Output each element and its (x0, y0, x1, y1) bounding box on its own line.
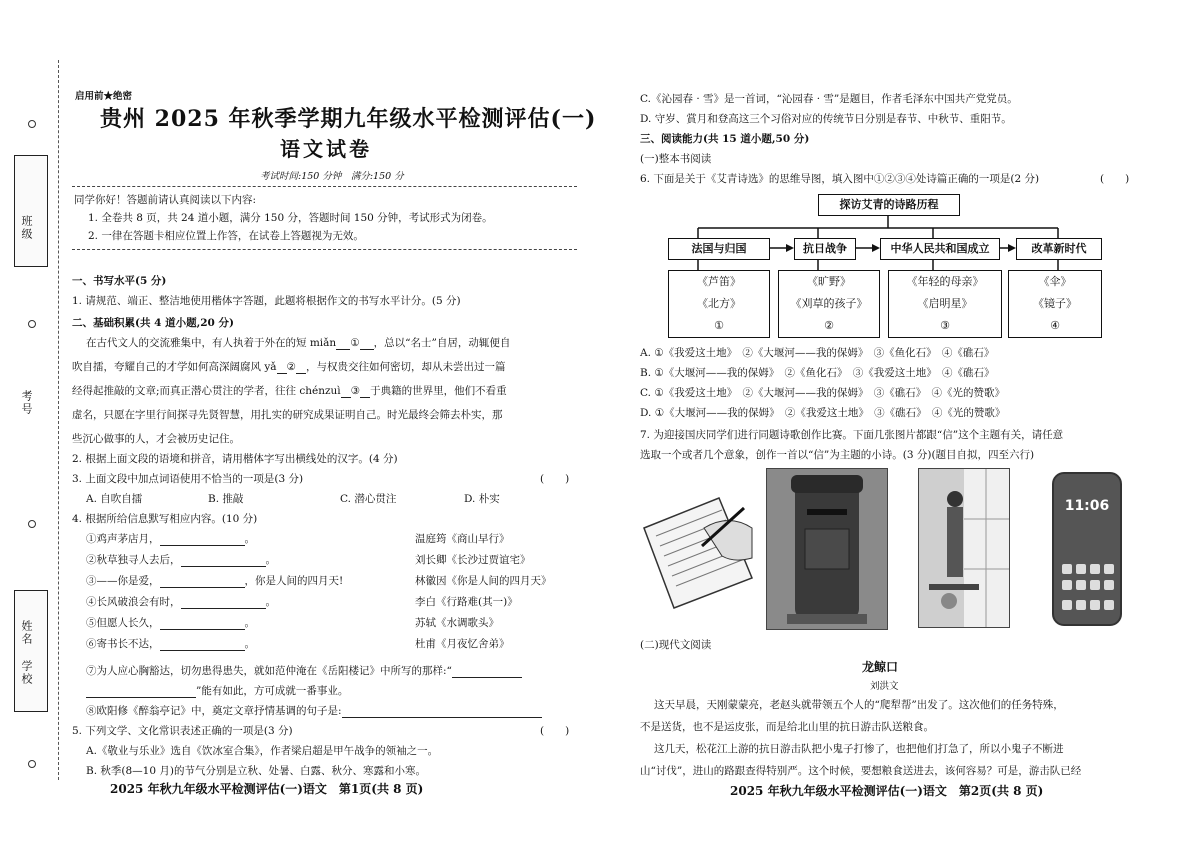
mind-map-poem-box (668, 270, 770, 338)
q5-option-a: A.《敬业与乐业》选自《饮冰室合集》，作者梁启超是甲午战争的领袖之一。 (86, 745, 439, 757)
question-5-answer-paren: ( ) (540, 725, 570, 737)
poem-title: 《北方》 (697, 297, 741, 310)
q3-option-b: B. 推敲 (208, 493, 244, 505)
q5-option-c: C.《沁园春 · 雪》是一首词，“沁园春 · 雪”是题目，作者毛泽东中国共产党党员。 (640, 93, 1018, 105)
binding-hole (28, 760, 36, 768)
app-grid-icon (1054, 474, 1120, 624)
q4-item-source: 刘长卿《长沙过贾谊宅》 (415, 554, 531, 566)
question-3-answer-paren: ( ) (540, 473, 570, 485)
phone-clock: 11:06 (1064, 498, 1110, 514)
strip-label-id: 考号 (20, 390, 33, 416)
q4-item-source: 李白《行路难(其一)》 (415, 596, 518, 608)
q4-item: ①鸡声茅店月， 。 (86, 533, 255, 545)
writing-letter-image (634, 468, 756, 618)
exam-info: 考试时间:150 分钟 满分:150 分 (260, 171, 404, 182)
q4-item-source: 林徽因《你是人间的四月天》 (415, 575, 552, 587)
q4-item: ④长风破浪会有时， 。 (86, 596, 276, 608)
poem-title: 《镜子》 (1033, 297, 1077, 310)
notice-box (72, 186, 577, 250)
mind-map-stage-2: 抗日战争 (794, 238, 856, 260)
q4-item-source: 苏轼《水调歌头》 (415, 617, 499, 629)
question-7-line-2: 选取一个或者几个意象，创作一首以“信”为主题的小诗。(3 分)(题目自拟，四至六行) (640, 449, 1035, 461)
page-1-footer: 2025 年秋九年级水平检测评估(一)语文 第1页(共 8 页) (110, 782, 424, 796)
poem-title: 《芦笛》 (697, 275, 741, 288)
q4-item: ③——你是爱， ，你是人间的四月天! (86, 575, 344, 587)
q3-option-d: D. 朴实 (464, 493, 500, 505)
postbox-image (766, 468, 888, 630)
answer-blank (160, 639, 245, 651)
passage-line-5: 些沉心做事的人，才会被历史记住。 (72, 433, 240, 445)
exam-title: 贵州 2025 年秋季学期九年级水平检测评估(一) (100, 106, 597, 132)
smartphone-image (1052, 472, 1122, 626)
page-2-footer: 2025 年秋九年级水平检测评估(一)语文 第2页(共 8 页) (730, 784, 1044, 798)
postbox-icon (767, 469, 887, 629)
mind-map-poem-box (778, 270, 880, 338)
blank-marker: ② (824, 319, 834, 332)
question-4: 4. 根据所给信息默写相应内容。(10 分) (72, 513, 258, 525)
q5-option-b: B. 秋季(8—10 月)的节气分别是立秋、处暑、白露、秋分、寒露和小寒。 (86, 765, 426, 777)
mind-map-poem-box (1008, 270, 1102, 338)
q4-item-source: 温庭筠《商山早行》 (415, 533, 510, 545)
binding-strip (6, 60, 59, 780)
hand-writing-icon (634, 468, 756, 618)
question-6-answer-paren: ( ) (1100, 173, 1130, 185)
notice-item-1: 1. 全卷共 8 页，共 24 道小题，满分 150 分，答题时间 150 分钟，考试形式为闭卷。 (88, 212, 493, 224)
strip-label-name: 姓名 (20, 620, 33, 646)
question-5: 5. 下列文学、文化常识表述正确的一项是(3 分) (72, 725, 293, 737)
q4-item-7-line-1: ⑦为人应心胸豁达，切勿患得患失，就如范仲淹在《岳阳楼记》中所写的那样:“ (86, 664, 522, 678)
binding-hole (28, 520, 36, 528)
mind-map-stage-3: 中华人民共和国成立 (880, 238, 1000, 260)
story-title: 龙鲸口 (862, 660, 899, 674)
blank-marker: ③ (940, 319, 950, 332)
section-3-title: 三、阅读能力(共 15 道小题,50 分) (640, 133, 810, 145)
q5-option-d: D. 守岁、賞月和登高这三个习俗对应的传统节日分别是春节、中秋节、重阳节。 (640, 113, 1012, 125)
q6-option-d: D. ①《大堰河——我的保姆》 ②《我爱这土地》 ③《礁石》 ④《光的赞歌》 (640, 407, 1006, 419)
poem-title: 《年轻的母亲》 (906, 275, 984, 288)
q6-option-c: C. ①《我爱这土地》 ②《大堰河——我的保姆》 ③《礁石》 ④《光的赞歌》 (640, 387, 1005, 399)
question-1: 1. 请规范、端正、整洁地使用楷体字答题，此题将根据作文的书写水平计分。(5 分) (72, 295, 461, 307)
blank-marker: ① (714, 319, 724, 332)
notice-item-2: 2. 一律在答题卡相应位置上作答，在试卷上答题视为无效。 (88, 230, 364, 242)
passage-line-4: 虚名，只愿在字里行间探寻先贤智慧，用扎实的研究成果证明自己。时光最终会筛去朴实，那 (72, 409, 503, 421)
section-2-title: 二、基础积累(共 4 道小题,20 分) (72, 317, 234, 329)
window-person-image (918, 468, 1010, 628)
strip-label-class: 班级 (20, 215, 33, 241)
answer-blank (160, 576, 245, 588)
mind-map-stage-1: 法国与归国 (668, 238, 770, 260)
section-1-title: 一、书写水平(5 分) (72, 275, 167, 287)
story-line-2: 不是送货，也不是运皮张，而是给北山里的抗日游击队送粮食。 (640, 721, 934, 733)
story-line-3: 这几天，松花江上游的抗日游击队把小鬼子打惨了，也把他们打急了，所以小鬼子不断进 (654, 743, 1064, 755)
binding-hole (28, 120, 36, 128)
question-7-line-1: 7. 为迎接国庆同学们进行同题诗歌创作比赛。下面几张图片都跟“信”这个主题有关，请任意 (640, 429, 1064, 441)
poem-title: 《启明星》 (917, 297, 973, 310)
q4-item-7-line-2: ”能有如此，方可成就一番事业。 (86, 684, 348, 698)
mind-map-diagram (668, 190, 1108, 340)
answer-blank (181, 555, 266, 567)
poem-title: 《旷野》 (807, 275, 851, 288)
person-at-window-icon (919, 469, 1009, 627)
passage-line-2: 吹自擂，夸耀自己的才学如何高深阔腐风 yǎ ② ，与权贵交往如何密切，却从未尝出过一篇 (72, 361, 506, 373)
subsection-1-title: (一)整本书阅读 (640, 153, 712, 165)
q4-item: ⑤但愿人长久， 。 (86, 617, 255, 629)
binding-hole (28, 320, 36, 328)
question-2: 2. 根据上面文段的语境和拼音，请用楷体字写出横线处的汉字。(4 分) (72, 453, 398, 465)
q3-option-c: C. 潜心贯注 (340, 493, 397, 505)
subsection-2-title: (二)现代文阅读 (640, 639, 712, 651)
q4-item-8: ⑧欧阳修《醉翁亭记》中，奠定文章抒情基调的句子是: (86, 704, 542, 718)
q4-item-source: 杜甫《月夜忆舍弟》 (415, 638, 510, 650)
confidential-mark: 启用前★绝密 (75, 91, 133, 102)
exam-subtitle: 语文试卷 (280, 137, 372, 161)
poem-title: 《伞》 (1038, 275, 1072, 288)
q4-item: ⑥寄书长不达， 。 (86, 638, 255, 650)
blank-marker: ④ (1050, 319, 1060, 332)
story-author: 刘洪文 (870, 681, 899, 692)
strip-label-school: 学校 (20, 660, 33, 686)
q4-item: ②秋草独寻人去后， 。 (86, 554, 276, 566)
question-6: 6. 下面是关于《艾青诗选》的思维导图，填入图中①②③④处诗篇正确的一项是(2 分) (640, 173, 1040, 185)
question-3: 3. 上面文段中加点词语使用不恰当的一项是(3 分) (72, 473, 304, 485)
passage-line-1: 在古代文人的交流雅集中，有人执着于外在的短 miǎn ① ，总以“名士”自居，动辄便自 (86, 337, 511, 349)
mind-map-root: 探访艾青的诗路历程 (818, 194, 960, 216)
answer-blank (160, 534, 245, 546)
mind-map-poem-box (888, 270, 1002, 338)
school-box (14, 590, 48, 712)
answer-blank (160, 618, 245, 630)
q3-option-a: A. 自吹自擂 (86, 493, 143, 505)
passage-line-3: 经得起推敲的文章;而真正潜心贯注的学者，往往 chénzuì ③ 于典籍的世界里，他们不看重 (72, 385, 507, 397)
q6-option-a: A. ①《我爱这土地》 ②《大堰河——我的保姆》 ③《鱼化石》 ④《礁石》 (640, 347, 995, 359)
mind-map-stage-4: 改革新时代 (1016, 238, 1102, 260)
answer-blank (181, 597, 266, 609)
class-box (14, 155, 48, 267)
story-line-4: 山“讨伐”，进山的路跟查得特别严。这个时候，要想粮食送进去，该何容易？可是，游击队已经 (640, 765, 1082, 777)
notice-greeting: 同学你好！答题前请认真阅读以下内容: (74, 194, 257, 206)
poem-title: 《刈草的孩子》 (790, 297, 868, 310)
story-line-1: 这天早晨，天刚蒙蒙亮，老赵头就带领五个人的“爬犁帮”出发了。这次他们的任务特殊， (654, 699, 1064, 711)
q6-option-b: B. ①《大堰河——我的保姆》 ②《鱼化石》 ③《我爱这土地》 ④《礁石》 (640, 367, 995, 379)
